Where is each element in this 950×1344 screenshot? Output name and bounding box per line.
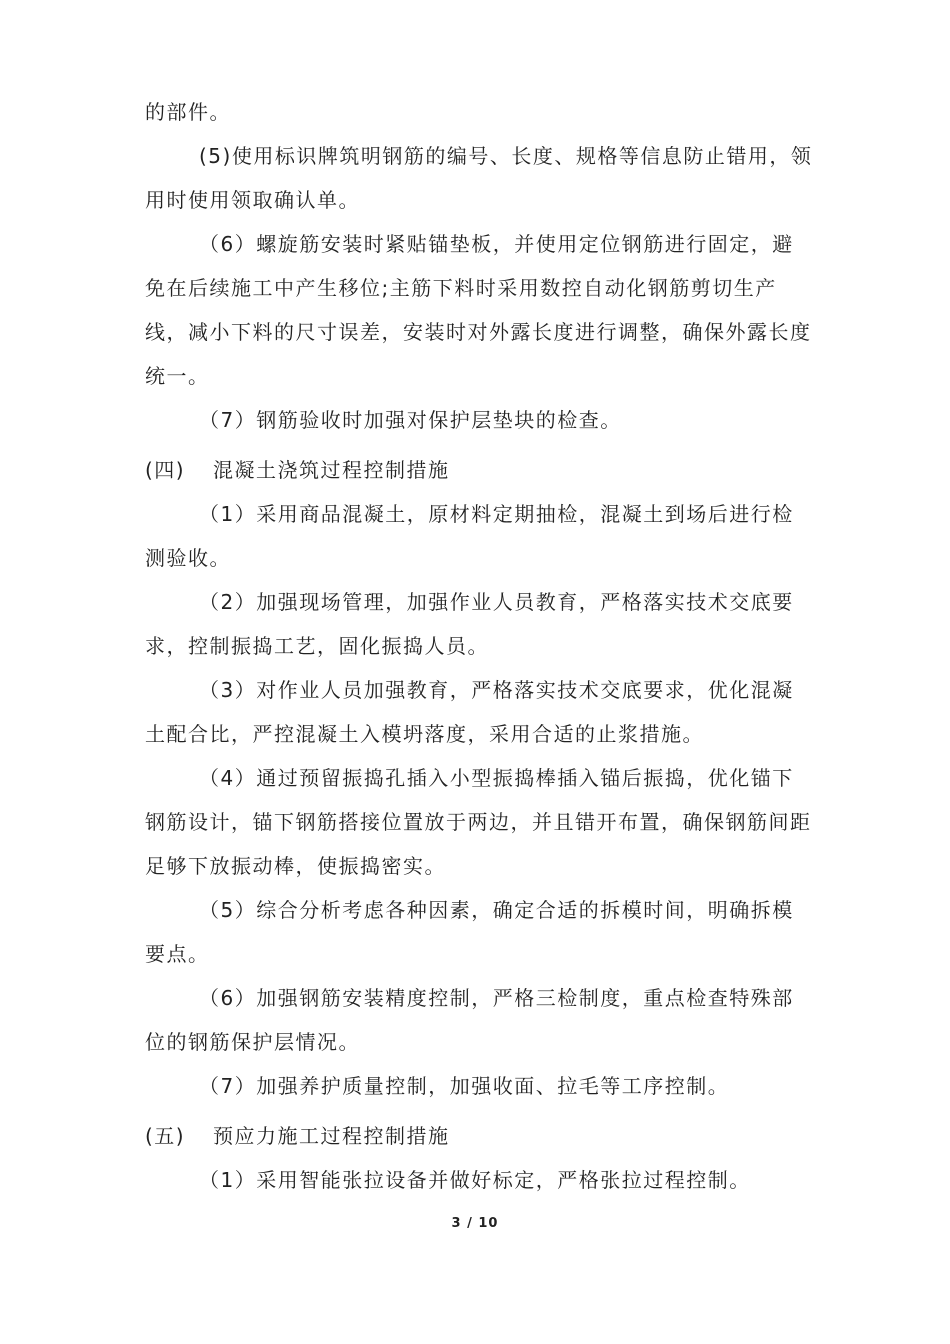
list-item: （4）通过预留振捣孔插入小型振捣棒插入锚后振捣，优化锚下钢筋设计，锚下钢筋搭接位置放于两边，并且错开布置，确保钢筋间距足够下放振动棒，使振捣密实。 — [145, 766, 812, 878]
list-item: （1）采用商品混凝土，原材料定期抽检，混凝土到场后进行检测验收。 — [145, 502, 794, 570]
page-number: 3 / 10 — [451, 1216, 499, 1231]
list-item: （5）综合分析考虑各种因素，确定合适的拆模时间，明确拆模要点。 — [145, 898, 794, 966]
list-item: （3）对作业人员加强教育，严格落实技术交底要求，优化混凝土配合比，严控混凝土入模坍落度，采用合适的止浆措施。 — [145, 678, 794, 746]
section-title: 混凝土浇筑过程控制措施 — [213, 458, 450, 482]
section-number: (四) — [145, 458, 186, 482]
list-item: （1）采用智能张拉设备并做好标定，严格张拉过程控制。 — [199, 1168, 751, 1192]
section-title: 预应力施工过程控制措施 — [213, 1124, 450, 1148]
document-body — [145, 90, 815, 1202]
paragraph-continuation: 的部件。 — [145, 100, 231, 124]
list-item: (5)使用标识牌筑明钢筋的编号、长度、规格等信息防止错用，领用时使用领取确认单。 — [145, 144, 813, 212]
list-item: （7）加强养护质量控制，加强收面、拉毛等工序控制。 — [199, 1074, 730, 1098]
list-item: （6）螺旋筋安装时紧贴锚垫板，并使用定位钢筋进行固定，避免在后续施工中产生移位;主筋下料时采用数控自动化钢筋剪切生产线，减小下料的尺寸误差，安装时对外露长度进行调整，确保外露长度统一。 — [145, 232, 812, 388]
section-heading — [145, 448, 815, 492]
list-item: （2）加强现场管理，加强作业人员教育，严格落实技术交底要求，控制振捣工艺，固化振捣人员。 — [145, 590, 794, 658]
list-item: （6）加强钢筋安装精度控制，严格三检制度，重点检查特殊部位的钢筋保护层情况。 — [145, 986, 794, 1054]
section-heading — [145, 1114, 815, 1158]
section-number: (五) — [145, 1124, 186, 1148]
list-item: （7）钢筋验收时加强对保护层垫块的检查。 — [199, 408, 622, 432]
